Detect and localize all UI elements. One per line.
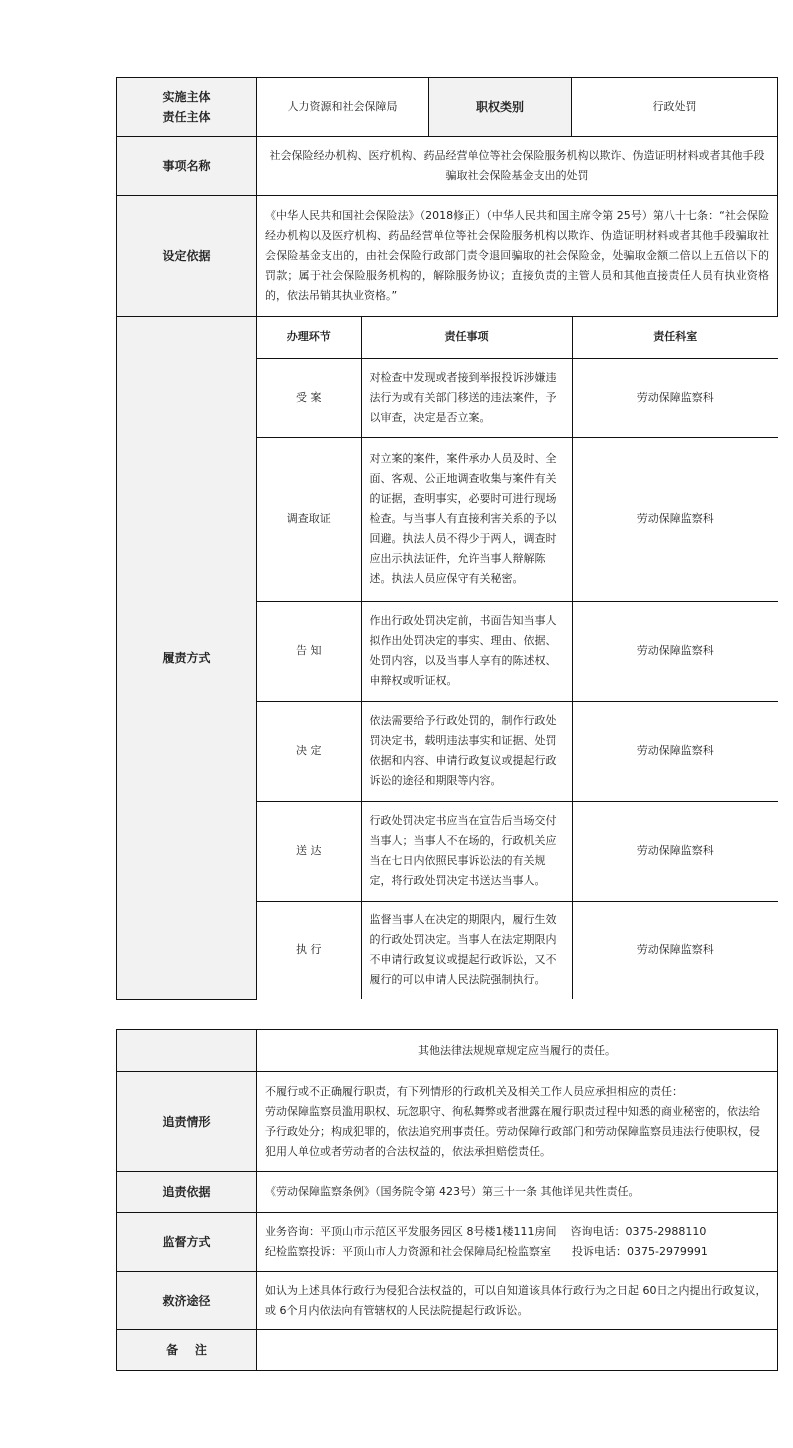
accountability-label: 追责情形 xyxy=(117,1072,257,1172)
duty-matter: 依法需要给予行政处罚的，制作行政处罚决定书，载明违法事实和证据、处罚依据和内容、申请行政复议或提起行政诉讼的途径和期限等内容。 xyxy=(361,701,572,801)
duty-matter: 对立案的案件，案件承办人员及时、全面、客观、公正地调查收集与案件有关的证据，查明事实，必要时可进行现场检查。与当事人有直接利害关系的予以回避。执法人员不得少于两人，调查时应出示执法证件，允许当事人辩解陈述。执法人员应保守有关秘密。 xyxy=(361,437,572,601)
duty-row xyxy=(257,358,778,437)
duty-stage: 调查取证 xyxy=(257,437,361,601)
duty-office: 劳动保障监察科 xyxy=(572,901,778,999)
remedy-label: 救济途径 xyxy=(117,1272,257,1330)
supervision-label: 监督方式 xyxy=(117,1213,257,1272)
item-name-label: 事项名称 xyxy=(117,137,257,196)
other-duty-label xyxy=(117,1030,257,1072)
duty-row xyxy=(257,701,778,801)
duty-office: 劳动保障监察科 xyxy=(572,437,778,601)
duty-office: 劳动保障监察科 xyxy=(572,701,778,801)
duty-row xyxy=(257,901,778,999)
accountability-value xyxy=(257,1072,778,1172)
implementing-subject-label: 实施主体 xyxy=(162,90,211,104)
header-office: 责任科室 xyxy=(572,317,778,358)
responsibility-table-1 xyxy=(116,77,778,1000)
header-matter: 责任事项 xyxy=(361,317,572,358)
duty-office: 劳动保障监察科 xyxy=(572,358,778,437)
duty-matter: 行政处罚决定书应当在宣告后当场交付当事人；当事人不在场的，行政机关应当在七日内依照民事诉讼法的有关规定，将行政处罚决定书送达当事人。 xyxy=(361,801,572,901)
duty-matter: 作出行政处罚决定前，书面告知当事人拟作出处罚决定的事实、理由、依据、处罚内容，以及当事人享有的陈述权、申辩权或听证权。 xyxy=(361,601,572,701)
category-label: 职权类别 xyxy=(429,78,572,137)
responsible-subject-label: 责任主体 xyxy=(162,110,211,124)
item-name-value: 社会保险经办机构、医疗机构、药品经营单位等社会保险服务机构以欺诈、伪造证明材料或者其他手段骗取社会保险基金支出的处罚 xyxy=(257,137,778,196)
duty-row xyxy=(257,437,778,601)
duty-stage: 受 案 xyxy=(257,358,361,437)
category-value: 行政处罚 xyxy=(572,78,778,137)
duty-row xyxy=(257,601,778,701)
subject-label xyxy=(117,78,257,137)
responsibility-table-2 xyxy=(116,1029,778,1371)
accountability-line: 劳动保障监察员滥用职权、玩忽职守、徇私舞弊或者泄露在履行职责过程中知悉的商业秘密的，依法给予行政处分；构成犯罪的，依法追究刑事责任。劳动保障行政部门和劳动保障监察员违法行使职权，侵犯用人单位或者劳动者的合法权益的，依法承担赔偿责任。 xyxy=(265,1104,760,1158)
basis-value: 《中华人民共和国社会保险法》（2018修正）（中华人民共和国主席令第 25号）第八十七条：“社会保险经办机构以及医疗机构、药品经营单位等社会保险服务机构以欺诈、伪造证明材料或者其他手段骗取社会保险基金支出的，由社会保险行政部门责令退回骗取的社会保险金，处骗取金额二倍以上五倍以下的罚款；属于社会保险服务机构的，解除服务协议；直接负责的主管人员和其他直接责任人员有执业资格的，依法吊销其执业资格。” xyxy=(257,196,778,317)
accountability-line: 不履行或不正确履行职责，有下列情形的行政机关及相关工作人员应承担相应的责任： xyxy=(265,1084,683,1098)
duty-row xyxy=(257,801,778,901)
accountability-basis-value: 《劳动保障监察条例》（国务院令第 423号）第三十一条 其他详见共性责任。 xyxy=(257,1172,778,1213)
remarks-value xyxy=(257,1330,778,1371)
remarks-label: 备 注 xyxy=(117,1330,257,1371)
duty-label: 履责方式 xyxy=(117,317,257,1000)
duty-stage: 决 定 xyxy=(257,701,361,801)
complaint-line: 纪检监察投诉：平顶山市人力资源和社会保障局纪检监察室 投诉电话：0375-2979991 xyxy=(265,1245,708,1258)
other-duty-value: 其他法律法规规章规定应当履行的责任。 xyxy=(257,1030,778,1072)
duty-matter: 对检查中发现或者接到举报投诉涉嫌违法行为或有关部门移送的违法案件，予以审查，决定是否立案。 xyxy=(361,358,572,437)
remedy-value: 如认为上述具体行政行为侵犯合法权益的，可以自知道该具体行政行为之日起 60日之内提出行政复议，或 6个月内依法向有管辖权的人民法院提起行政诉讼。 xyxy=(257,1272,778,1330)
consultation-line: 业务咨询：平顶山市示范区平发服务园区 8号楼1楼111房间 咨询电话：0375-2988110 xyxy=(265,1225,707,1238)
duty-office: 劳动保障监察科 xyxy=(572,801,778,901)
basis-label: 设定依据 xyxy=(117,196,257,317)
duty-stage: 执 行 xyxy=(257,901,361,999)
duty-table-cell xyxy=(257,317,778,1000)
duty-header-row xyxy=(257,317,778,358)
accountability-basis-label: 追责依据 xyxy=(117,1172,257,1213)
supervision-value xyxy=(257,1213,778,1272)
subject-value: 人力资源和社会保障局 xyxy=(257,78,429,137)
duty-stage: 告 知 xyxy=(257,601,361,701)
duty-office: 劳动保障监察科 xyxy=(572,601,778,701)
duty-stage: 送 达 xyxy=(257,801,361,901)
header-stage: 办理环节 xyxy=(257,317,361,358)
duty-matter: 监督当事人在决定的期限内，履行生效的行政处罚决定。当事人在法定期限内不申请行政复议或提起行政诉讼，又不履行的可以申请人民法院强制执行。 xyxy=(361,901,572,999)
duty-table xyxy=(257,317,778,999)
